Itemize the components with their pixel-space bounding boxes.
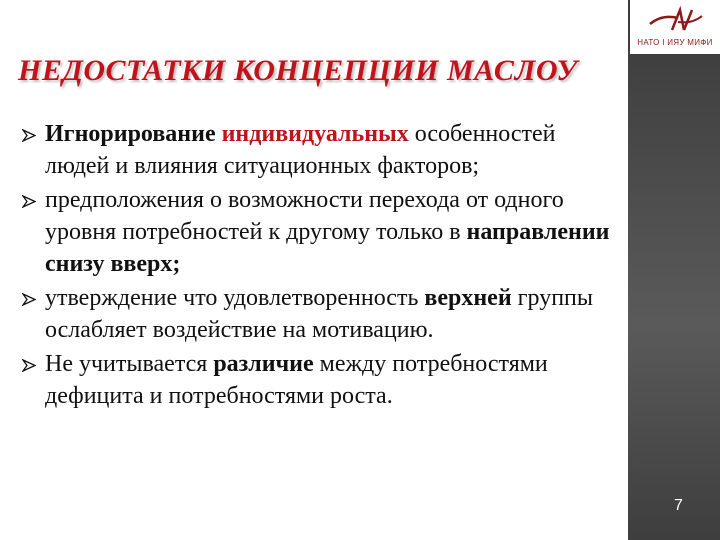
bullet-text: между потребностями дефицита и потребностями роста. bbox=[45, 351, 548, 409]
bullet-text: направлении снизу вверх; bbox=[45, 219, 610, 277]
bullet-text: верхней bbox=[424, 285, 512, 311]
institution-logo-icon bbox=[648, 6, 704, 34]
bullet-text: различие bbox=[213, 351, 314, 377]
bullet-item bbox=[20, 118, 620, 182]
page-number: 7 bbox=[674, 497, 683, 514]
bullet-item bbox=[20, 282, 620, 346]
bullet-text: утверждение что удовлетворенность bbox=[45, 285, 425, 311]
arrow-bullet-icon bbox=[22, 293, 36, 306]
bullet-item bbox=[20, 348, 620, 412]
arrow-bullet-icon bbox=[22, 195, 36, 208]
bullet-text: Игнорирование bbox=[45, 121, 222, 147]
logo bbox=[630, 0, 720, 54]
bullet-text: индивидуальных bbox=[221, 121, 409, 147]
arrow-bullet-icon bbox=[22, 359, 36, 372]
right-sidebar bbox=[628, 0, 720, 540]
arrow-bullet-icon bbox=[22, 129, 36, 142]
bullet-item bbox=[20, 184, 620, 280]
bullet-text: Не учитывается bbox=[45, 351, 214, 377]
slide-title: НЕДОСТАТКИ КОНЦЕПЦИИ МАСЛОУ bbox=[18, 54, 578, 87]
logo-caption: НАТО І ИЯУ МИФИ bbox=[637, 38, 713, 47]
bullet-list bbox=[20, 118, 620, 414]
bullet-text: группы ослабляет воздействие на мотивацию. bbox=[45, 285, 594, 343]
bullet-text: предположения о возможности перехода от одного уровня потребностей к другому только в bbox=[45, 187, 564, 245]
bullet-text: особенностей людей и влияния ситуационных факторов; bbox=[45, 121, 556, 179]
